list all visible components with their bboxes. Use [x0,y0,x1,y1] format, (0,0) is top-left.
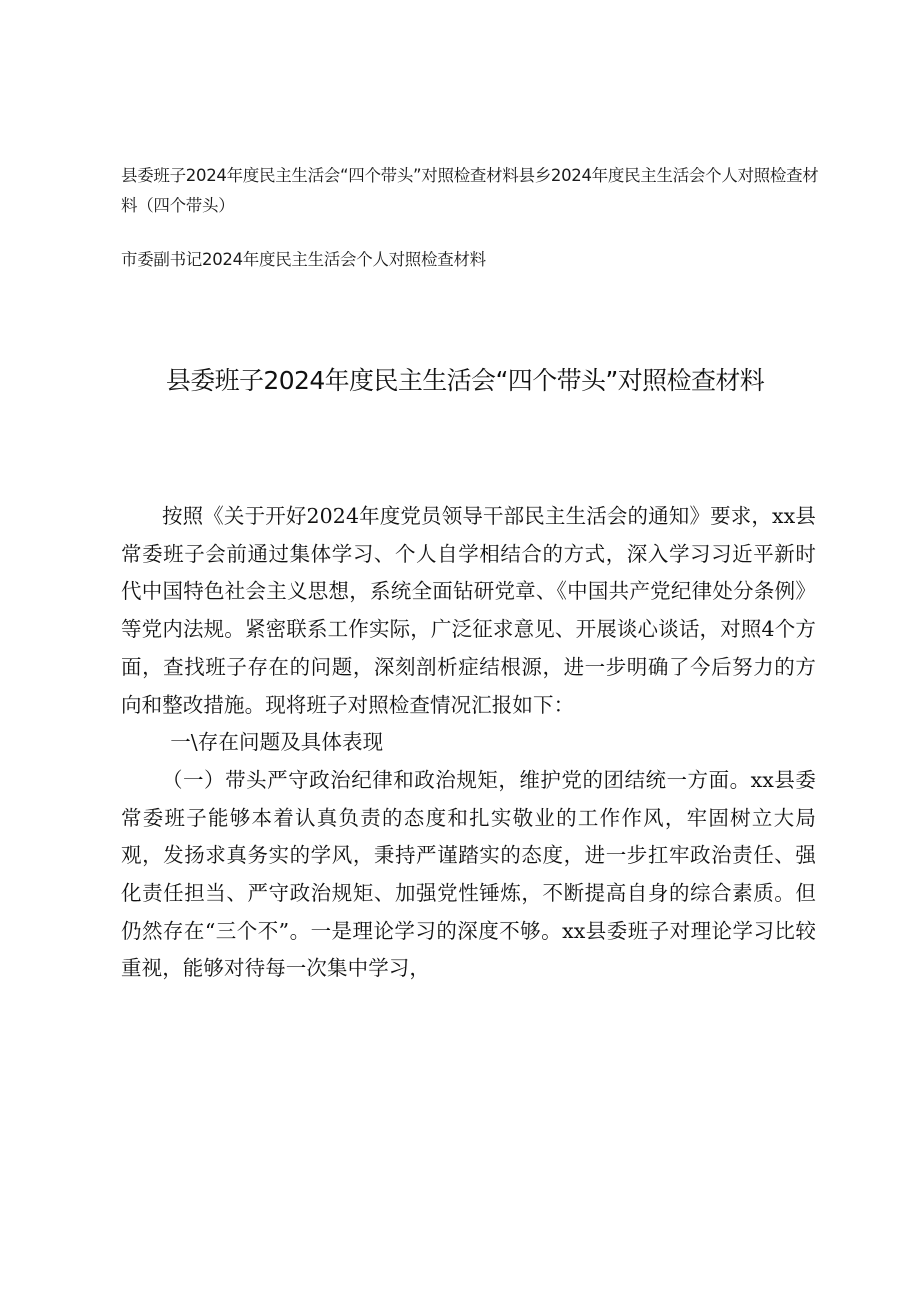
intro-paragraph: 按照《关于开好2024年度党员领导干部民主生活会的通知》要求，xx县常委班子会前通过集体学习、个人自学相结合的方式，深入学习习近平新时代中国特色社会主义思想，系统全面钻研党章、《中国共产党纪律处分条例》等党内法规。紧密联系工作实际，广泛征求意见、开展谈心谈话，对照4个方面，查找班子存在的问题，深刻剖析症结根源，进一步明确了今后努力的方向和整改措施。现将班子对照检查情况汇报如下： [121,504,816,717]
document-body [121,498,816,988]
toc-entry: 县委班子2024年度民主生活会“四个带头”对照检查材料县乡2024年度民主生活会个人对照检查材料（四个带头） [121,166,819,215]
toc-entry: 市委副书记2024年度民主生活会个人对照检查材料 [121,250,486,269]
section-paragraph: （一）带头严守政治纪律和政治规矩，维护党的团结统一方面。xx县委常委班子能够本着认真负责的态度和扎实敬业的工作作风，牢固树立大局观，发扬求真务实的学风，秉持严谨踏实的态度，进一步扛牢政治责任、强化责任担当、严守政治规矩、加强党性锤炼，不断提高自身的综合素质。但仍然存在“三个不”。一是理论学习的深度不够。xx县委班子对理论学习比较重视，能够对待每一次集中学习， [121,767,816,981]
section-heading: 一\存在问题及具体表现 [170,730,384,755]
document-title: 县委班子2024年度民主生活会“四个带头”对照检查材料 [165,366,765,395]
